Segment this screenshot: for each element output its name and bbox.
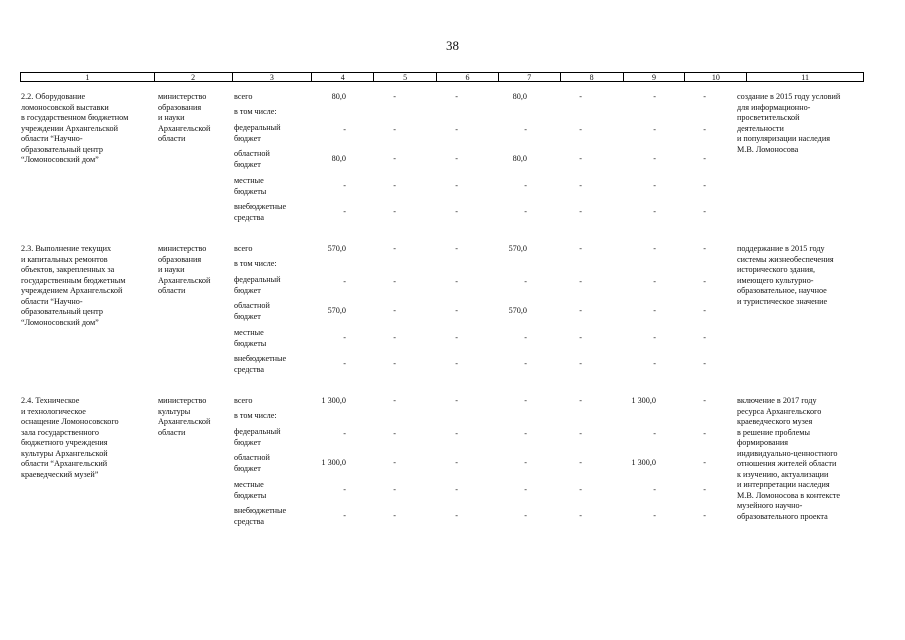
value-cell: - [524,181,527,190]
value-cell: 570,0 [508,306,527,315]
value-cell: - [393,429,396,438]
value-cell: - [579,244,582,253]
header-col-4: 4 [311,73,373,81]
value-cell: 1 300,0 [631,396,656,405]
value-cell: - [393,244,396,253]
value-cell: 80,0 [512,92,527,101]
header-col-6: 6 [436,73,498,81]
value-cell: - [393,485,396,494]
value-cell: - [455,154,458,163]
value-cell: - [703,333,706,342]
value-cell: - [524,207,527,216]
funding-source: областной бюджет [234,149,270,169]
value-cell: - [393,396,396,405]
row-result: включение в 2017 году ресурса Архангельского краеведческого музея в решение проблемы формирования индивидуально-ценностного отношения жителей области к изучению, актуализации и интерпретации наследия М.В. Ломоносова в контексте музейного научно- образовательного проекта [737,396,841,521]
value-cell: - [393,181,396,190]
value-cell: - [579,458,582,467]
value-cell: - [579,396,582,405]
page-number: 38 [446,38,459,53]
header-col-8: 8 [560,73,623,81]
value-cell: - [703,306,706,315]
value-cell: 80,0 [512,154,527,163]
value-cell: - [579,306,582,315]
value-cell: - [393,306,396,315]
value-cell: 570,0 [508,244,527,253]
row-executor: министерство образования и науки Архангельской области [158,92,211,143]
value-cell: - [393,92,396,101]
value-cell: - [343,333,346,342]
funding-source: в том числе: [234,411,277,420]
value-cell: - [703,429,706,438]
row-executor: министерство образования и науки Архангельской области [158,244,211,295]
funding-source: федеральный бюджет [234,123,281,143]
header-col-10: 10 [684,73,746,81]
value-cell: - [579,429,582,438]
funding-source: внебюджетные средства [234,354,287,374]
value-cell: - [524,485,527,494]
value-cell: - [343,429,346,438]
value-cell: - [343,277,346,286]
value-cell: - [703,485,706,494]
value-cell: - [393,359,396,368]
value-cell: - [653,511,656,520]
value-cell: - [579,333,582,342]
funding-source: в том числе: [234,259,277,268]
value-cell: - [524,429,527,438]
header-col-7: 7 [498,73,560,81]
value-cell: - [653,154,656,163]
value-cell: 1 300,0 [321,458,346,467]
value-cell: - [703,244,706,253]
table-header [20,72,864,82]
value-cell: - [579,485,582,494]
value-cell: - [455,458,458,467]
value-cell: - [579,125,582,134]
value-cell: - [343,511,346,520]
value-cell: - [393,277,396,286]
value-cell: - [455,244,458,253]
value-cell: - [653,207,656,216]
header-col-11: 11 [746,73,863,81]
row-name: 2.2. Оборудование ломоносовской выставки в государственном бюджетном учреждении Архангельской области “Научно- образовательный центр “Ломоносовский дом” [21,92,129,164]
value-cell: - [703,511,706,520]
value-cell: - [455,306,458,315]
row-result: создание в 2015 году условий для информационно- просветительской деятельности и популяризации наследия М.В. Ломоносова [737,92,841,154]
value-cell: - [579,207,582,216]
value-cell: 80,0 [331,154,346,163]
row-name: 2.4. Техническое и технологическое оснащение Ломоносовского зала государственного бюджетного учреждения культуры Архангельской области “Архангельский краеведческий музей” [21,396,119,479]
value-cell: - [653,181,656,190]
value-cell: - [455,181,458,190]
funding-source: федеральный бюджет [234,275,281,295]
value-cell: - [343,485,346,494]
funding-source: местные бюджеты [234,480,267,500]
value-cell: - [653,244,656,253]
header-col-5: 5 [373,73,436,81]
funding-source: областной бюджет [234,301,270,321]
funding-source: местные бюджеты [234,328,267,348]
value-cell: - [703,125,706,134]
value-cell: - [703,359,706,368]
value-cell: 1 300,0 [631,458,656,467]
value-cell: - [524,277,527,286]
row-name: 2.3. Выполнение текущих и капитальных ремонтов объектов, закрепленных за государственным бюджетным учреждением Архангельской области “Научно- образовательный центр “Ломоносовский дом” [21,244,126,327]
funding-source: внебюджетные средства [234,506,287,526]
value-cell: - [393,125,396,134]
value-cell: - [393,458,396,467]
value-cell: - [703,181,706,190]
value-cell: - [653,485,656,494]
value-cell: - [703,92,706,101]
value-cell: - [653,125,656,134]
value-cell: - [703,207,706,216]
value-cell: 570,0 [327,306,346,315]
funding-source: всего [234,244,253,253]
value-cell: - [455,485,458,494]
value-cell: - [455,429,458,438]
value-cell: - [455,92,458,101]
value-cell: - [579,277,582,286]
value-cell: - [343,207,346,216]
value-cell: - [455,277,458,286]
value-cell: - [393,207,396,216]
value-cell: - [393,333,396,342]
value-cell: - [524,396,527,405]
header-col-1: 1 [85,73,90,82]
funding-source: в том числе: [234,107,277,116]
funding-source: областной бюджет [234,453,270,473]
value-cell: - [579,359,582,368]
funding-source: всего [234,396,253,405]
header-col-3: 3 [232,73,312,81]
value-cell: - [579,92,582,101]
value-cell: - [653,429,656,438]
row-executor: министерство культуры Архангельской области [158,396,211,437]
funding-source: федеральный бюджет [234,427,281,447]
value-cell: - [455,359,458,368]
value-cell: - [455,125,458,134]
value-cell: - [703,458,706,467]
value-cell: - [703,277,706,286]
value-cell: - [579,181,582,190]
funding-source: внебюджетные средства [234,202,287,222]
value-cell: - [343,181,346,190]
value-cell: - [579,154,582,163]
value-cell: - [455,207,458,216]
value-cell: - [653,92,656,101]
value-cell: - [653,359,656,368]
value-cell: - [653,333,656,342]
value-cell: - [455,333,458,342]
funding-source: местные бюджеты [234,176,267,196]
funding-source: всего [234,92,253,101]
value-cell: 570,0 [327,244,346,253]
value-cell: - [393,154,396,163]
value-cell: - [343,359,346,368]
value-cell: - [703,154,706,163]
row-result: поддержание в 2015 году системы жизнеобеспечения исторического здания, имеющего культурно- образовательное, научное и туристическое значение [737,244,834,306]
value-cell: - [455,396,458,405]
value-cell: - [703,396,706,405]
value-cell: - [653,306,656,315]
value-cell: - [393,511,396,520]
value-cell: 80,0 [331,92,346,101]
value-cell: - [455,511,458,520]
value-cell: - [653,277,656,286]
value-cell: 1 300,0 [321,396,346,405]
value-cell: - [579,511,582,520]
value-cell: - [524,359,527,368]
value-cell: - [524,333,527,342]
value-cell: - [524,125,527,134]
value-cell: - [524,458,527,467]
value-cell: - [343,125,346,134]
header-col-2: 2 [154,73,232,81]
value-cell: - [524,511,527,520]
header-col-9: 9 [623,73,685,81]
